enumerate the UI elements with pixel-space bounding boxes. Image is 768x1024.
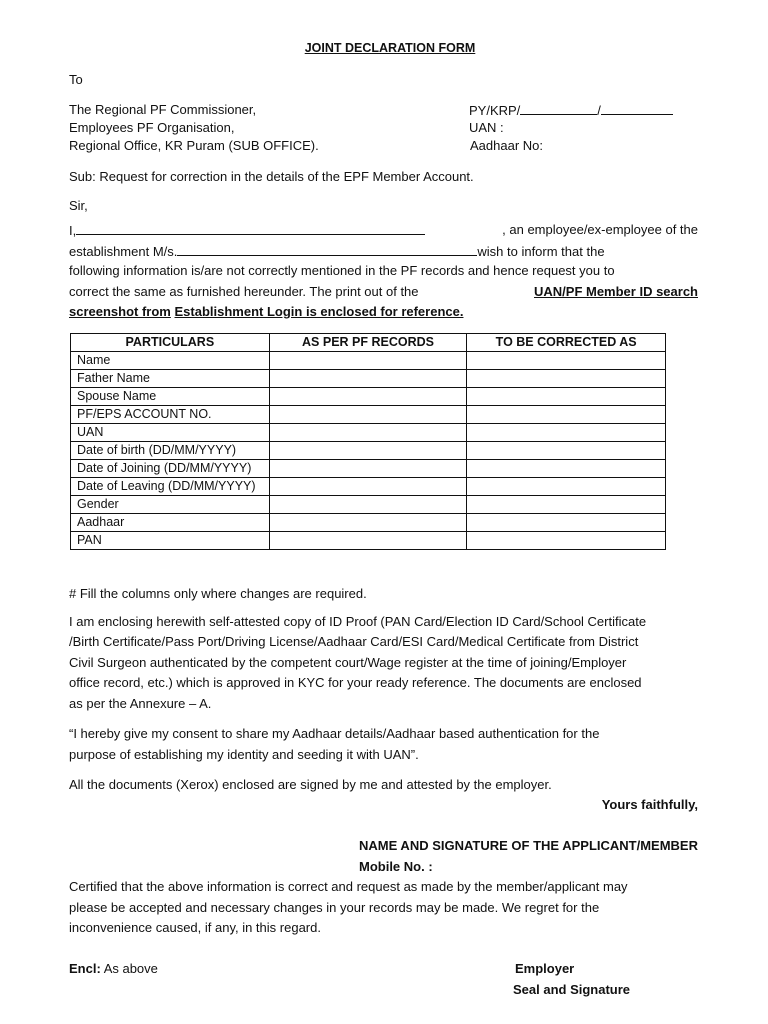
header-as-per-pf-records: AS PER PF RECORDS	[269, 334, 467, 352]
correction-table	[70, 333, 666, 550]
table-row	[71, 532, 666, 550]
enclosing-line-1: I am enclosing herewith self-attested copy of ID Proof (PAN Card/Election ID Card/School Certificate	[69, 614, 647, 629]
correction-cell[interactable]	[467, 478, 666, 496]
row-label-date-of-leaving: Date of Leaving (DD/MM/YYYY)	[71, 478, 270, 496]
py-label: PY/KRP/	[469, 103, 521, 118]
table-row	[71, 460, 666, 478]
correction-cell[interactable]	[467, 370, 666, 388]
documents-line: All the documents (Xerox) enclosed are signed by me and attested by the employer.	[69, 777, 552, 792]
body-line-4-text: correct the same as furnished hereunder. The print out of the	[69, 284, 419, 299]
body-line-5	[69, 304, 463, 320]
correction-cell[interactable]	[467, 460, 666, 478]
row-label-uan: UAN	[71, 424, 270, 442]
mobile-number-label: Mobile No. :	[359, 859, 433, 874]
encl-value: As above	[100, 961, 158, 976]
seal-signature-label: Seal and Signature	[513, 982, 631, 997]
fill-note: # Fill the columns only where changes are required.	[69, 586, 367, 601]
body-line-2	[69, 243, 698, 260]
table-row	[71, 496, 666, 514]
pf-record-cell[interactable]	[269, 532, 467, 550]
correction-cell[interactable]	[467, 424, 666, 442]
py-blank-1[interactable]	[520, 102, 597, 115]
pf-record-cell[interactable]	[269, 496, 467, 514]
correction-cell[interactable]	[467, 496, 666, 514]
row-label-date-of-birth: Date of birth (DD/MM/YYYY)	[71, 442, 270, 460]
table-row	[71, 406, 666, 424]
table-row	[71, 352, 666, 370]
screenshot-from-text: screenshot from	[69, 304, 171, 319]
body-line-4	[69, 284, 698, 300]
certified-line-3: inconvenience caused, if any, in this regard.	[69, 920, 321, 935]
correction-cell[interactable]	[467, 388, 666, 406]
pf-record-cell[interactable]	[269, 424, 467, 442]
enclosing-line-4: office record, etc.) which is approved in KYC for your ready reference. The documents are enclosed	[69, 675, 642, 690]
correction-cell[interactable]	[467, 514, 666, 532]
pf-record-cell[interactable]	[269, 370, 467, 388]
yours-faithfully: Yours faithfully,	[601, 797, 698, 812]
aadhaar-label: Aadhaar No:	[470, 138, 543, 153]
py-blank-2[interactable]	[601, 102, 673, 115]
correction-cell[interactable]	[467, 442, 666, 460]
table-row	[71, 478, 666, 496]
pf-record-cell[interactable]	[269, 478, 467, 496]
establishment-login-text: Establishment Login is enclosed for reference.	[174, 304, 464, 319]
address-line-2: Employees PF Organisation,	[69, 120, 235, 135]
body-line-1	[69, 222, 698, 239]
uan-search-link-text: UAN/PF Member ID search	[534, 284, 698, 299]
pf-record-cell[interactable]	[269, 514, 467, 532]
table-header-row	[71, 334, 666, 352]
row-label-spouse-name: Spouse Name	[71, 388, 270, 406]
table-row	[71, 424, 666, 442]
row-label-aadhaar: Aadhaar	[71, 514, 270, 532]
certified-line-2: please be accepted and necessary changes in your records may be made. We regret for the	[69, 900, 600, 915]
pf-record-cell[interactable]	[269, 460, 467, 478]
enclosing-line-3: Civil Surgeon authenticated by the competent court/Wage register at the time of joining/Employer	[69, 655, 627, 670]
row-label-gender: Gender	[71, 496, 270, 514]
enclosure-line	[69, 961, 158, 977]
establishment-prefix: establishment M/s.	[69, 244, 178, 259]
row-label-father-name: Father Name	[71, 370, 270, 388]
address-line-1: The Regional PF Commissioner,	[69, 102, 257, 117]
pf-record-cell[interactable]	[269, 406, 467, 424]
correction-cell[interactable]	[467, 532, 666, 550]
page-title: JOINT DECLARATION FORM	[304, 41, 476, 55]
establishment-blank[interactable]	[177, 243, 477, 256]
certified-line-1: Certified that the above information is correct and request as made by the member/applicant may	[69, 879, 628, 894]
table-row	[71, 514, 666, 532]
pf-record-cell[interactable]	[269, 442, 467, 460]
pf-record-cell[interactable]	[269, 352, 467, 370]
row-label-date-of-joining: Date of Joining (DD/MM/YYYY)	[71, 460, 270, 478]
salutation: Sir,	[69, 198, 88, 213]
header-particulars: PARTICULARS	[71, 334, 270, 352]
row-label-pan: PAN	[71, 532, 270, 550]
row-label-pf-eps-account: PF/EPS ACCOUNT NO.	[71, 406, 270, 424]
enclosing-line-5: as per the Annexure – A.	[69, 696, 212, 711]
employee-text: , an employee/ex-employee of the	[502, 222, 698, 237]
row-label-name: Name	[71, 352, 270, 370]
enclosing-line-2: /Birth Certificate/Pass Port/Driving License/Aadhaar Card/ESI Card/Medical Certificate from District	[69, 634, 639, 649]
applicant-signature-label: NAME AND SIGNATURE OF THE APPLICANT/MEMBER	[359, 838, 698, 853]
employer-label: Employer	[515, 961, 575, 976]
employee-name-blank[interactable]	[76, 222, 425, 235]
table-row	[71, 370, 666, 388]
subject-line: Sub: Request for correction in the details of the EPF Member Account.	[69, 169, 474, 184]
consent-line-1: “I hereby give my consent to share my Aadhaar details/Aadhaar based authentication for the	[69, 726, 600, 741]
py-separator: /	[597, 103, 601, 118]
i-prefix: I,	[69, 223, 77, 238]
pf-record-cell[interactable]	[269, 388, 467, 406]
py-krp-reference	[469, 102, 673, 119]
encl-label: Encl:	[69, 961, 101, 976]
consent-line-2: purpose of establishing my identity and seeding it with UAN”.	[69, 747, 419, 762]
to-label: To	[69, 72, 83, 87]
wish-text: wish to inform that the	[477, 244, 605, 259]
correction-cell[interactable]	[467, 352, 666, 370]
header-to-be-corrected: TO BE CORRECTED AS	[467, 334, 666, 352]
body-line-3: following information is/are not correctly mentioned in the PF records and hence request you to	[69, 263, 615, 278]
table-row	[71, 388, 666, 406]
correction-cell[interactable]	[467, 406, 666, 424]
address-line-3: Regional Office, KR Puram (SUB OFFICE).	[69, 138, 319, 153]
table-row	[71, 442, 666, 460]
uan-label: UAN :	[469, 120, 504, 135]
